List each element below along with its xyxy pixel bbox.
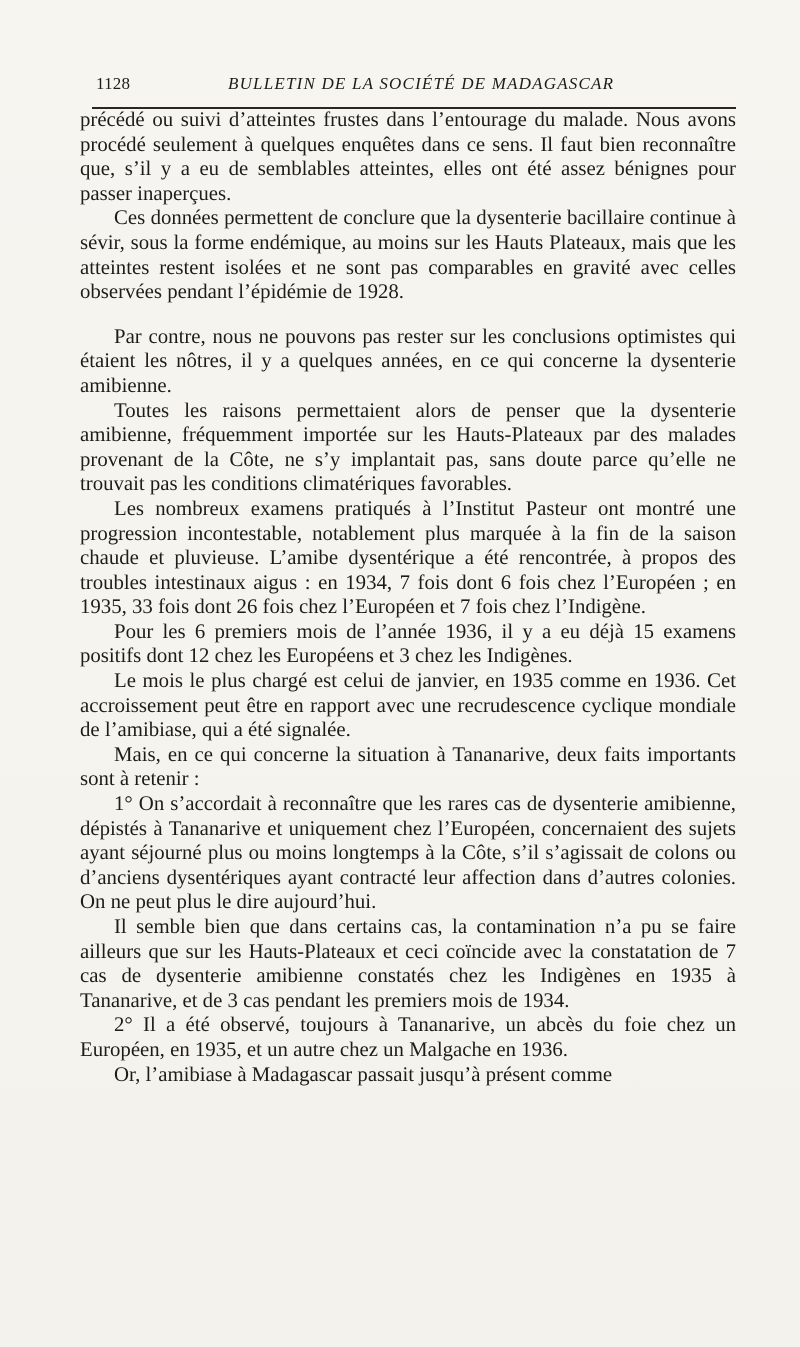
paragraph: Le mois le plus chargé est celui de janvier, en 1935 comme en 1936. Cet accroissement peut être en rapport avec une recrudescence cyclique mondiale de l’amibiase, qui a été signalée. bbox=[80, 669, 736, 742]
paragraph: Par contre, nous ne pouvons pas rester sur les conclusions optimistes qui étaient les nôtres, il y a quelques années, en ce qui concerne la dysenterie amibienne. bbox=[80, 324, 736, 397]
paragraph: Il semble bien que dans certains cas, la contamination n’a pu se faire ailleurs que sur les Hauts-Plateaux et ceci coïncide avec la constatation de 7 cas de dysenterie amibienne constatés chez les Indigènes en 1935 à Tananarive, et de 3 cas pendant les premiers mois de 1934. bbox=[80, 915, 736, 1012]
paragraph-numbered-1: 1° On s’accordait à reconnaître que les rares cas de dysenterie amibienne, dépistés à Tananarive et uniquement chez l’Européen, concernaient des sujets ayant séjourné plus ou moins longtemps à la Côte, s’il s’agissait de colons ou d’anciens dysentériques ayant contracté leur affection dans d’autres colonies. On ne peut plus le dire aujourd’hui. bbox=[80, 792, 736, 914]
paragraph: Les nombreux examens pratiqués à l’Institut Pasteur ont montré une progression incontestable, notablement plus marquée à la fin de la saison chaude et pluvieuse. L’amibe dysentérique a été rencontrée, à propos des troubles intestinaux aigus : en 1934, 7 fois dont 6 fois chez l’Européen ; en 1935, 33 fois dont 26 fois chez l’Européen et 7 fois chez l’Indigène. bbox=[80, 496, 736, 619]
paragraph-numbered-2: 2° Il a été observé, toujours à Tananarive, un abcès du foie chez un Européen, en 1935, et un autre chez un Malgache en 1936. bbox=[80, 1013, 736, 1061]
paragraph: Toutes les raisons permettaient alors de penser que la dysenterie amibienne, fréquemment importée sur les Hauts-Plateaux par des malades provenant de la Côte, ne s’y implantait pas, sans doute parce qu’elle ne trouvait pas les conditions climatériques favorables. bbox=[80, 398, 736, 496]
body-text bbox=[80, 108, 736, 1087]
paragraph-continued: précédé ou suivi d’atteintes frustes dans l’entourage du malade. Nous avons procédé seulement à quelques enquêtes dans ce sens. Il faut bien reconnaître que, s’il y a eu de semblables atteintes, elles ont été assez bénignes pour passer inaperçues. bbox=[80, 108, 736, 205]
paragraph: Pour les 6 premiers mois de l’année 1936, il y a eu déjà 15 examens positifs dont 12 chez les Européens et 3 chez les Indigènes. bbox=[80, 619, 736, 668]
paragraph: Mais, en ce qui concerne la situation à Tananarive, deux faits importants sont à retenir : bbox=[80, 742, 736, 791]
paragraph-continues: Or, l’amibiase à Madagascar passait jusqu’à présent comme bbox=[114, 1062, 613, 1086]
page-number: 1128 bbox=[96, 74, 131, 93]
paragraph: Ces données permettent de conclure que la dysenterie bacillaire continue à sévir, sous la forme endémique, au moins sur les Hauts Plateaux, mais que les atteintes restent isolées et ne sont pas comparables en gravité avec celles observées pendant l’épidémie de 1928. bbox=[80, 206, 736, 304]
running-head bbox=[96, 74, 736, 98]
running-title: BULLETIN DE LA SOCIÉTÉ DE MADAGASCAR bbox=[228, 74, 615, 93]
